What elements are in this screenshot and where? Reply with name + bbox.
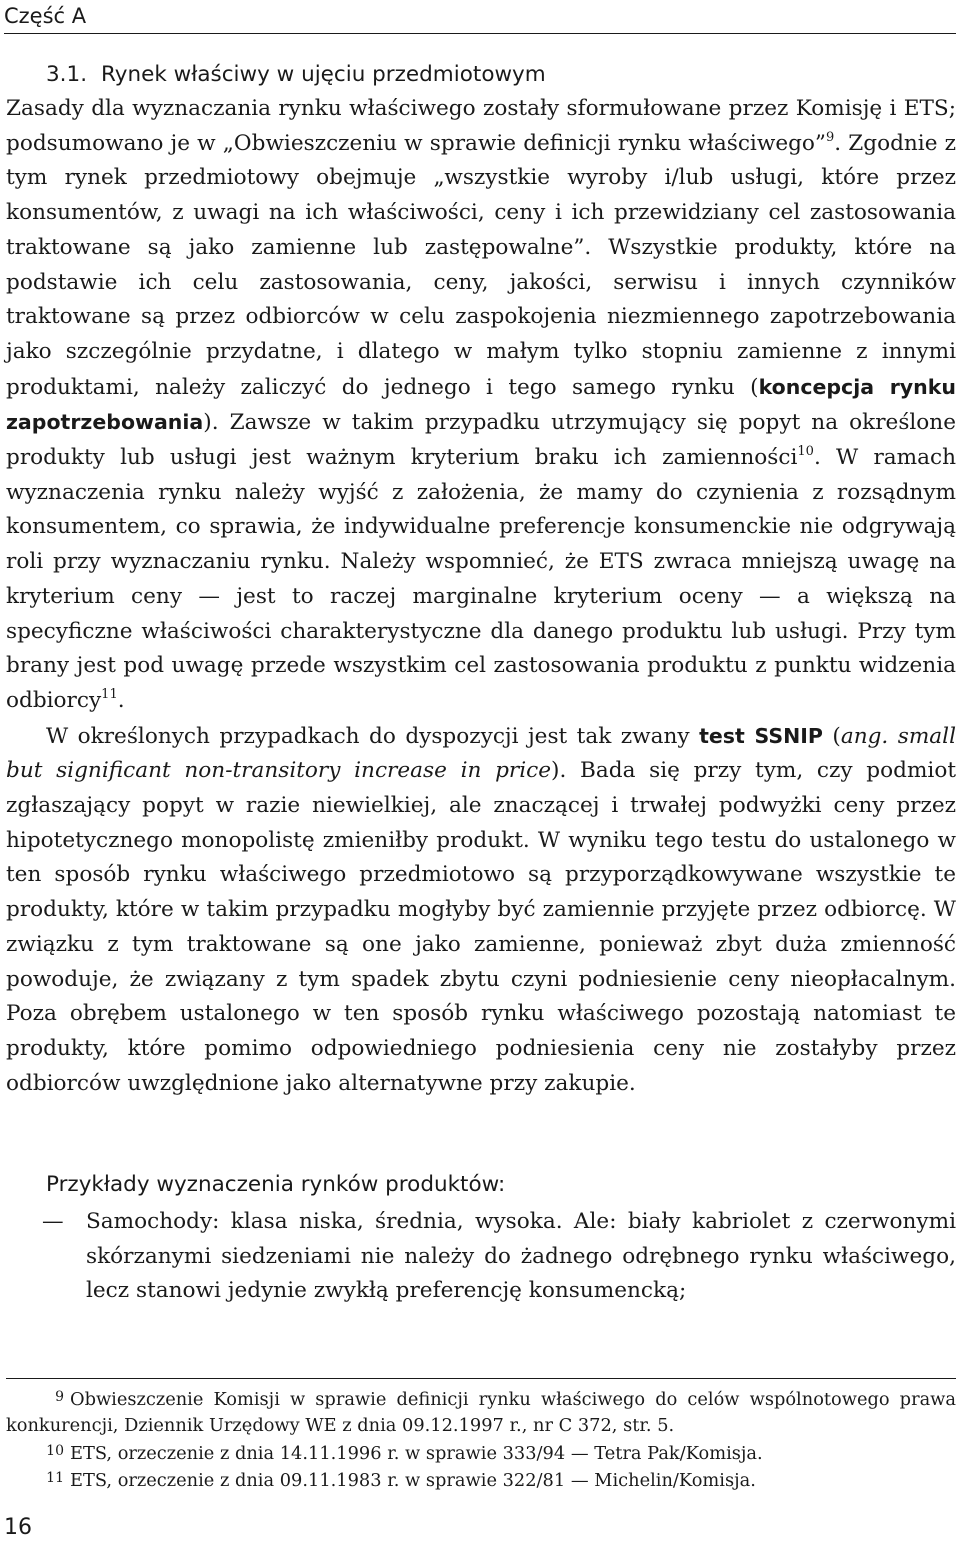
section-title: Rynek właściwy w ujęciu przedmiotowym — [101, 62, 546, 87]
paragraph-text: . Zgodnie z tym rynek przedmiotowy obejmuje „wszystkie wyroby i/lub usługi, które przez konsumentów, z uwagi na ich właściwości, ceny i ich przewidziany cel zastosowania traktowane są jako zamienne lub zastępowalne”. Wszystkie produkty, które na podstawie ich celu zastosowania, ceny, jakości, serwisu i innych czynników traktowane są przez odbiorców w celu zaspokojenia niezmiennego zapotrzebowania jako szczególnie przydatne, i dlatego w małym tylko stopniu zamienne z innymi produktami, należy zaliczyć do jednego i tego samego rynku ( — [6, 130, 956, 400]
section-heading — [46, 60, 546, 90]
footnote-text: ETS, orzeczenie z dnia 14.11.1996 r. w sprawie 333/94 — Tetra Pak/Komisja. — [70, 1442, 763, 1464]
footnote-11 — [6, 1466, 956, 1494]
paragraph-ssnip-test — [6, 719, 956, 1102]
footnotes — [6, 1385, 956, 1494]
bold-term-demand-concept: koncepcja rynku zapotrzebowania — [6, 374, 956, 435]
paragraph-text: ). Bada się przy tym, czy podmiot zgłaszający popyt w razie niewielkiej, ale znaczącej i trwałej podwyżki ceny przez hipotetycznego monopolistę zmieniłby produkt. W wyniku tego testu do ustalonego w ten sposób rynku właściwego przedmiotowo są przyporządkowywane wszystkie te produkty, które w takim przypadku mogłyby być zamiennie przyjęte przez odbiorcę. W związku z tym traktowane są one jako zamienne, ponieważ zbyt duża zmienność powoduje, że związany z tym spadek zbytu czyni podniesienie ceny nieopłacalnym. Poza obrębem ustalonego w ten sposób rynku właściwego pozostają natomiast te produkty, które pomimo odpowiedniego podniesienia ceny nie zostałyby przez odbiorców uwzględnione jako alternatywne przy zakupie. — [6, 758, 957, 1096]
footnote-ref-9[interactable]: 9 — [825, 129, 835, 145]
footnote-number: 11 — [46, 1470, 64, 1487]
running-header: Część A — [4, 4, 87, 28]
bold-term-ssnip: test SSNIP — [699, 723, 823, 748]
page-number: 16 — [4, 1515, 32, 1540]
footnote-ref-11[interactable]: 11 — [101, 686, 118, 702]
list-dash: — — [42, 1209, 64, 1234]
footnote-text: Obwieszczenie Komisji w sprawie definicji rynku właściwego do celów wspólnotowego prawa konkurencji, Dziennik Urzędowy WE z dnia 09.12.1997 r., nr C 372, str. 5. — [6, 1389, 956, 1436]
paragraph-text: Zasady dla wyznaczania rynku właściwego zostały sformułowane przez Komisję i ETS; podsumowano je w „Obwieszczeniu w sprawie definicji rynku właściwego” — [6, 96, 956, 156]
footnote-number: 9 — [55, 1389, 64, 1405]
footnote-9 — [6, 1385, 956, 1439]
examples-heading: Przykłady wyznaczenia rynków produktów: — [46, 1172, 506, 1197]
footnote-rule — [6, 1378, 956, 1379]
section-number: 3.1. — [46, 62, 88, 87]
paragraph-text: W określonych przypadkach do dyspozycji jest tak zwany — [46, 723, 700, 749]
footnote-ref-10[interactable]: 10 — [797, 444, 814, 460]
list-item — [6, 1205, 956, 1309]
paragraph-market-definition — [6, 92, 956, 719]
examples-list — [6, 1205, 956, 1309]
footnote-10 — [6, 1439, 956, 1467]
paragraph-text: . — [117, 687, 125, 713]
paragraph-text: . W ramach wyznaczenia rynku należy wyjść z założenia, że mamy do czynienia z rozsądnym konsumentem, co sprawia, że indywidualne preferencje konsumenckie nie odgrywają roli przy wyznaczaniu rynku. Należy wspomnieć, że ETS zwraca mniejszą uwagę na kryterium ceny — jest to raczej marginalne kryterium oceny — a większą na specyficzne właściwości charakterystyczne dla danego produktu lub usługi. Przy tym brany jest pod uwagę przede wszystkim cel zastosowania produktu z punktu widzenia odbiorcy — [6, 445, 957, 713]
italic-ssnip-expansion: ang. small but significant non-transitory increase in price — [6, 723, 956, 784]
footnote-text: ETS, orzeczenie z dnia 09.11.1983 r. w sprawie 322/81 — Michelin/Komisja. — [70, 1470, 756, 1492]
paragraph-text: ( — [822, 723, 841, 749]
footnote-number: 10 — [46, 1442, 64, 1459]
header-rule — [4, 33, 956, 34]
list-item-text: Samochody: klasa niska, średnia, wysoka. Ale: biały kabriolet z czerwonymi skórzanymi siedzeniami nie należy do żadnego odrębnego rynku właściwego, lecz stanowi jedynie zwykłą preferencję konsumencką; — [86, 1209, 956, 1304]
main-text — [6, 92, 956, 1101]
paragraph-text: ). Zawsze w takim przypadku utrzymujący się popyt na określone produkty lub usługi jest ważnym kryterium braku ich zamienności — [6, 410, 956, 471]
